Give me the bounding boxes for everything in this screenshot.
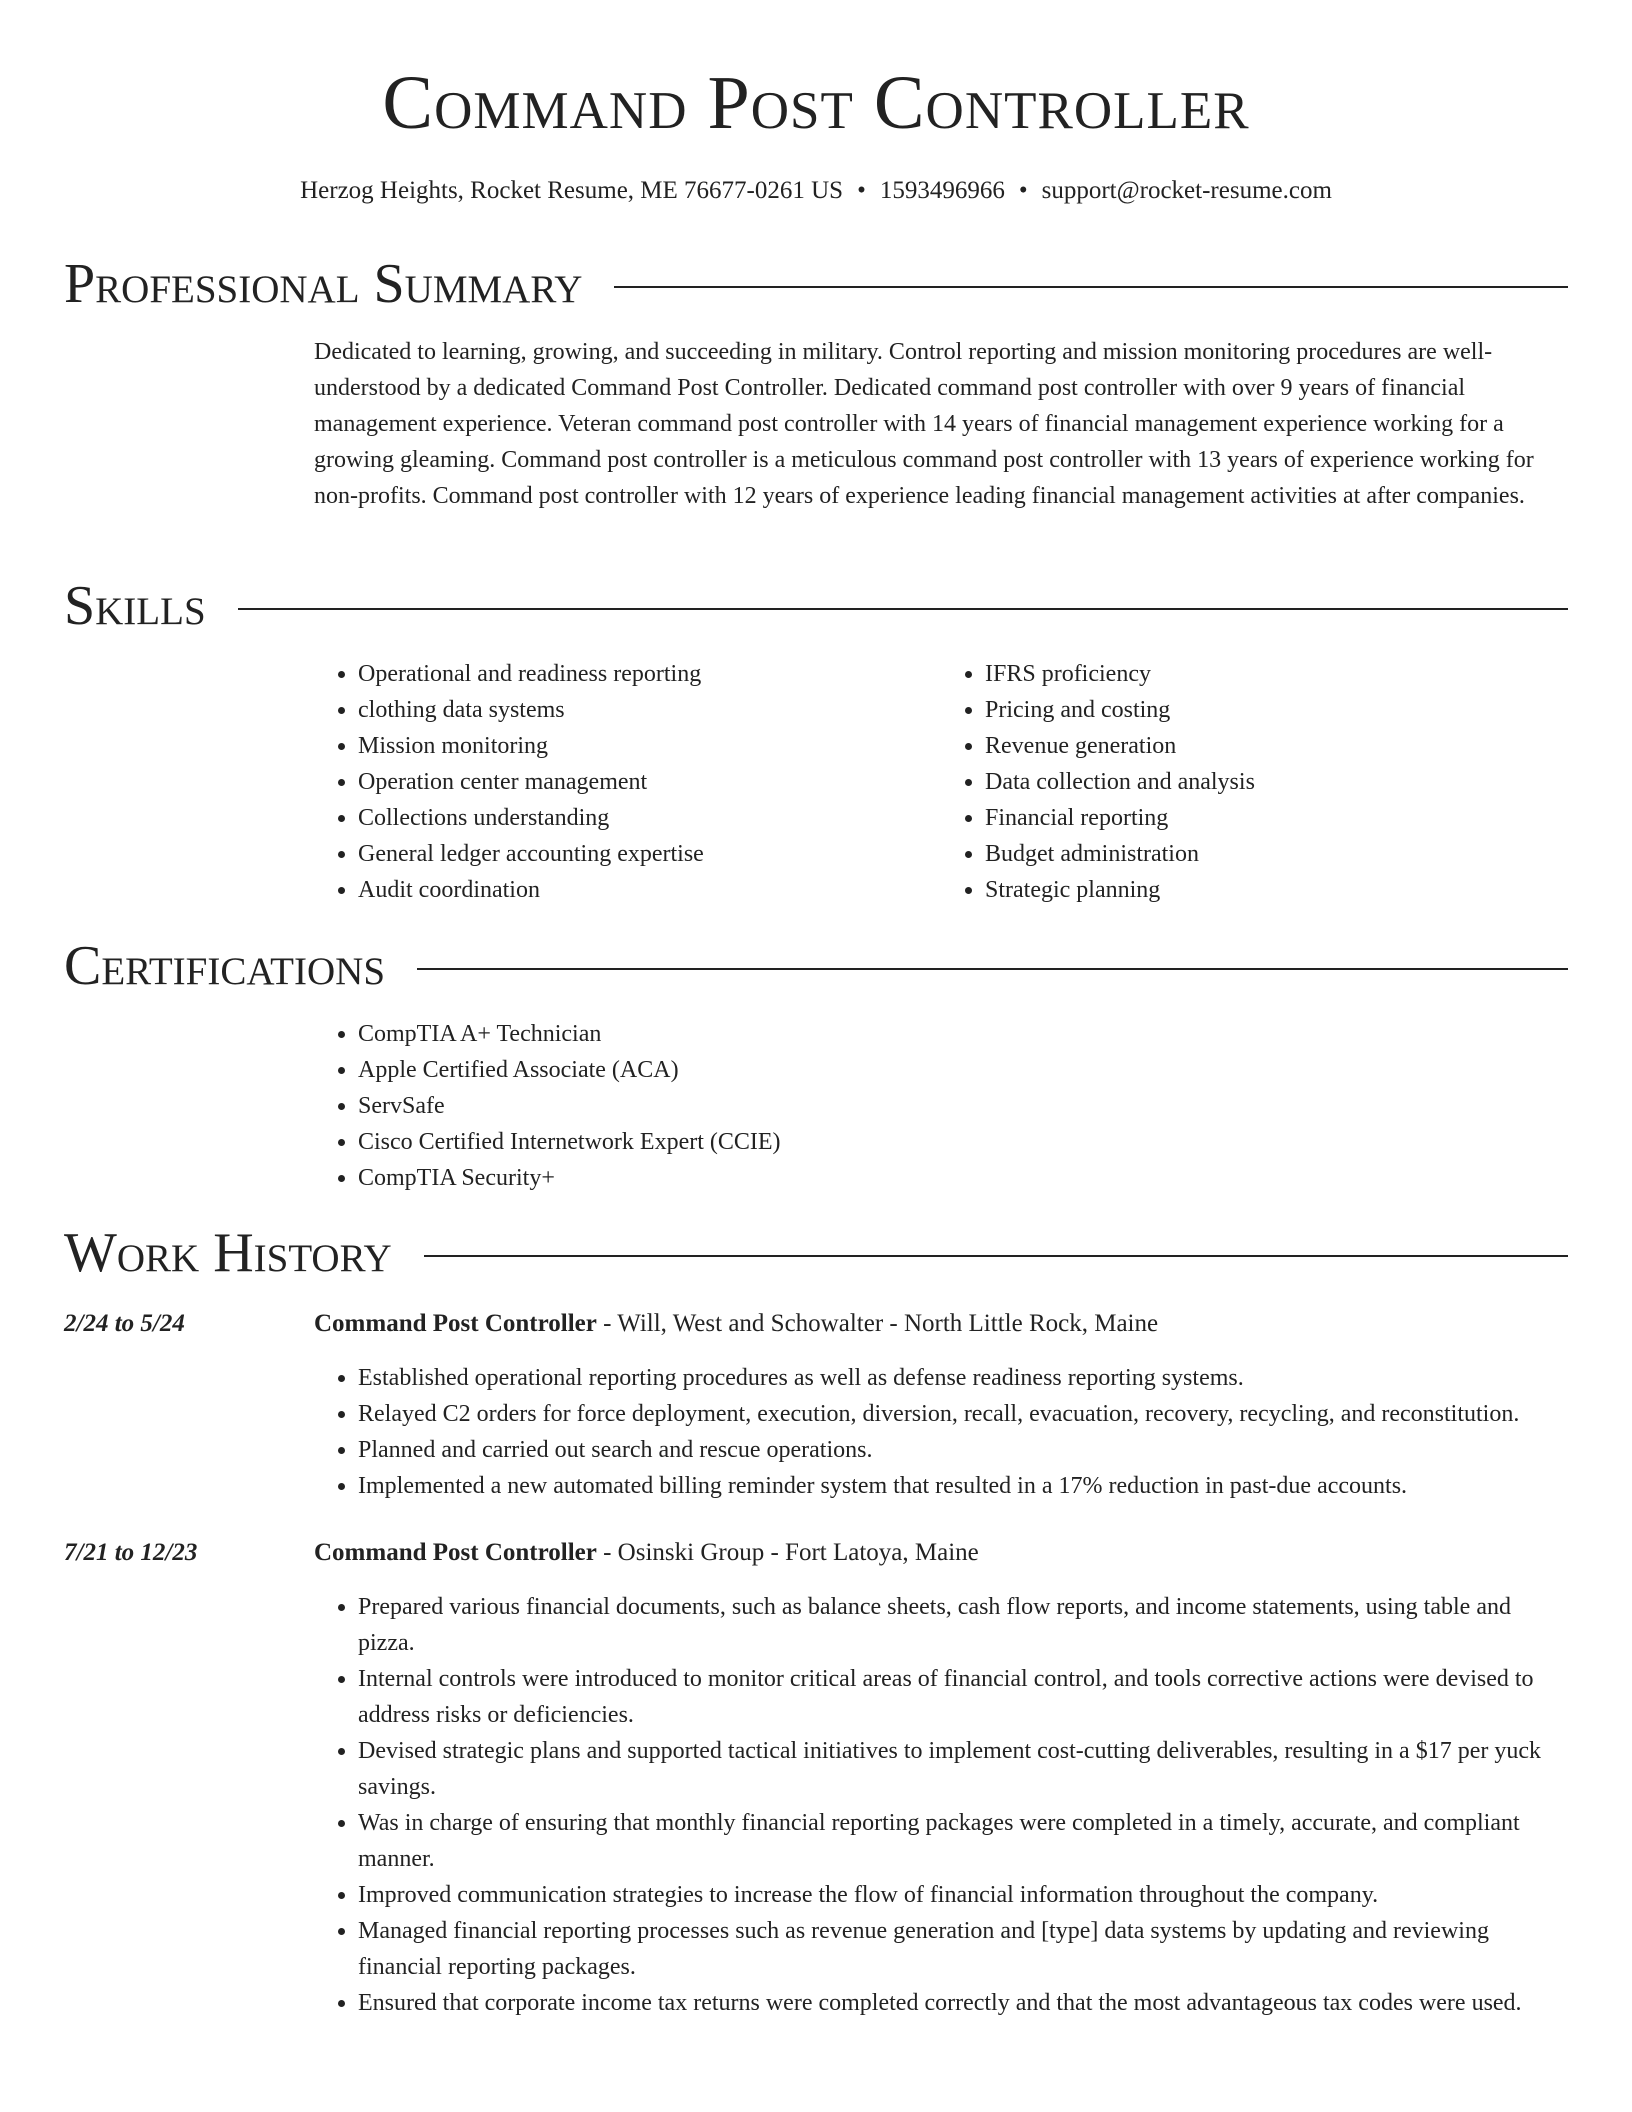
skill-item: • Strategic planning — [985, 872, 1568, 908]
job-dates: 2/24 to 5/24 — [64, 1310, 185, 1337]
job-dates: 7/21 to 12/23 — [64, 1539, 198, 1566]
certification-item: • ServSafe — [358, 1088, 1568, 1124]
contact-separator: • — [1018, 177, 1028, 204]
job-duty-item: • Was in charge of ensuring that monthly financial reporting packages were completed in a timely, accurate, and compliant manner. — [358, 1805, 1568, 1877]
summary-text: Dedicated to learning, growing, and succeeding in military. Control reporting and mission monitoring procedures are well-understood by a dedicated Command Post Controller. Dedicated command post controller with over 9 years of financial management experience. Veteran command post controller with 14 years of financial management experience working for a growing gleaming. Command post controller is a meticulous command post controller with 13 years of experience working for non-profits. Command post controller with 12 years of experience leading financial management activities at after companies. — [314, 339, 1534, 509]
skill-item: • Revenue generation — [985, 728, 1568, 764]
certifications-block — [314, 1016, 1568, 1196]
contact-separator: • — [857, 177, 866, 204]
skill-item: • Mission monitoring — [358, 728, 941, 764]
skills-block — [314, 656, 1568, 908]
job-heading — [314, 1306, 1568, 1342]
job-duty-item: • Implemented a new automated billing reminder system that resulted in a 17% reduction in past-due accounts. — [358, 1468, 1568, 1504]
skill-item: • Financial reporting — [985, 800, 1568, 836]
section-divider — [424, 1255, 1568, 1257]
job-duty-item: • Ensured that corporate income tax returns were completed correctly and that the most advantageous tax codes were used. — [358, 1985, 1568, 2021]
summary-section-heading — [64, 252, 1568, 316]
job-duty-item: • Devised strategic plans and supported tactical initiatives to implement cost-cutting deliverables, resulting in a $17 per yuck savings. — [358, 1733, 1568, 1805]
skill-item: • Data collection and analysis — [985, 764, 1568, 800]
certifications-section-heading — [64, 934, 1568, 998]
job-duties-list — [314, 1589, 1568, 2021]
job-title: Command Post Controller — [314, 1310, 597, 1337]
skill-item: • Audit coordination — [358, 872, 941, 908]
contact-line — [0, 174, 1632, 208]
job-heading — [314, 1535, 1568, 1571]
job-employer-location: - Will, West and Schowalter - North Little Rock, Maine — [596, 1310, 1159, 1337]
skill-item: • Budget administration — [985, 836, 1568, 872]
skill-item: • Operational and readiness reporting — [358, 656, 941, 692]
contact-address: Herzog Heights, Rocket Resume, ME 76677-0261 US — [300, 177, 844, 204]
skill-item: • General ledger accounting expertise — [358, 836, 941, 872]
summary-block — [314, 334, 1568, 514]
section-divider — [614, 286, 1568, 288]
job-duty-item: • Managed financial reporting processes such as revenue generation and [type] data systems by updating and reviewing financial reporting packages. — [358, 1913, 1568, 1985]
skill-item: • Operation center management — [358, 764, 941, 800]
skill-item: • IFRS proficiency — [985, 656, 1568, 692]
skill-item: • Pricing and costing — [985, 692, 1568, 728]
job-duty-item: • Prepared various financial documents, such as balance sheets, cash flow reports, and income statements, using table and pizza. — [358, 1589, 1568, 1661]
job-employer-location: - Osinski Group - Fort Latoya, Maine — [596, 1539, 979, 1566]
job-duty-item: • Improved communication strategies to increase the flow of financial information throughout the company. — [358, 1877, 1568, 1913]
skills-section-heading — [64, 574, 1568, 638]
certification-item: • CompTIA A+ Technician — [358, 1016, 1568, 1052]
certification-item: • Cisco Certified Internetwork Expert (CCIE) — [358, 1124, 1568, 1160]
skill-item: • clothing data systems — [358, 692, 941, 728]
job-duty-item: • Established operational reporting procedures as well as defense readiness reporting systems. — [358, 1360, 1568, 1396]
job-duties-block — [314, 1360, 1568, 1504]
candidate-name: Command Post Controller — [382, 61, 1250, 145]
skills-list-right — [941, 656, 1568, 908]
summary-heading: Professional Summary — [64, 253, 583, 315]
skill-item: • Collections understanding — [358, 800, 941, 836]
certifications-list — [314, 1016, 1568, 1196]
contact-email: support@rocket-resume.com — [1041, 177, 1332, 204]
section-divider — [238, 608, 1568, 610]
work-history-heading: Work History — [64, 1222, 392, 1284]
job-duty-item: • Internal controls were introduced to monitor critical areas of financial control, and tools corrective actions were devised to address risks or deficiencies. — [358, 1661, 1568, 1733]
work-history-section-heading — [64, 1221, 1568, 1285]
job-duty-item: • Planned and carried out search and rescue operations. — [358, 1432, 1568, 1468]
certification-item: • CompTIA Security+ — [358, 1160, 1568, 1196]
skills-list-left — [314, 656, 941, 908]
contact-phone: 1593496966 — [879, 177, 1005, 204]
job-duties-block — [314, 1589, 1568, 2021]
section-divider — [417, 968, 1568, 970]
certification-item: • Apple Certified Associate (ACA) — [358, 1052, 1568, 1088]
skills-heading: Skills — [64, 575, 206, 637]
job-duty-item: • Relayed C2 orders for force deployment, execution, diversion, recall, evacuation, recovery, recycling, and reconstitution. — [358, 1396, 1568, 1432]
job-title: Command Post Controller — [314, 1539, 597, 1566]
job-duties-list — [314, 1360, 1568, 1504]
certifications-heading: Certifications — [64, 935, 386, 997]
